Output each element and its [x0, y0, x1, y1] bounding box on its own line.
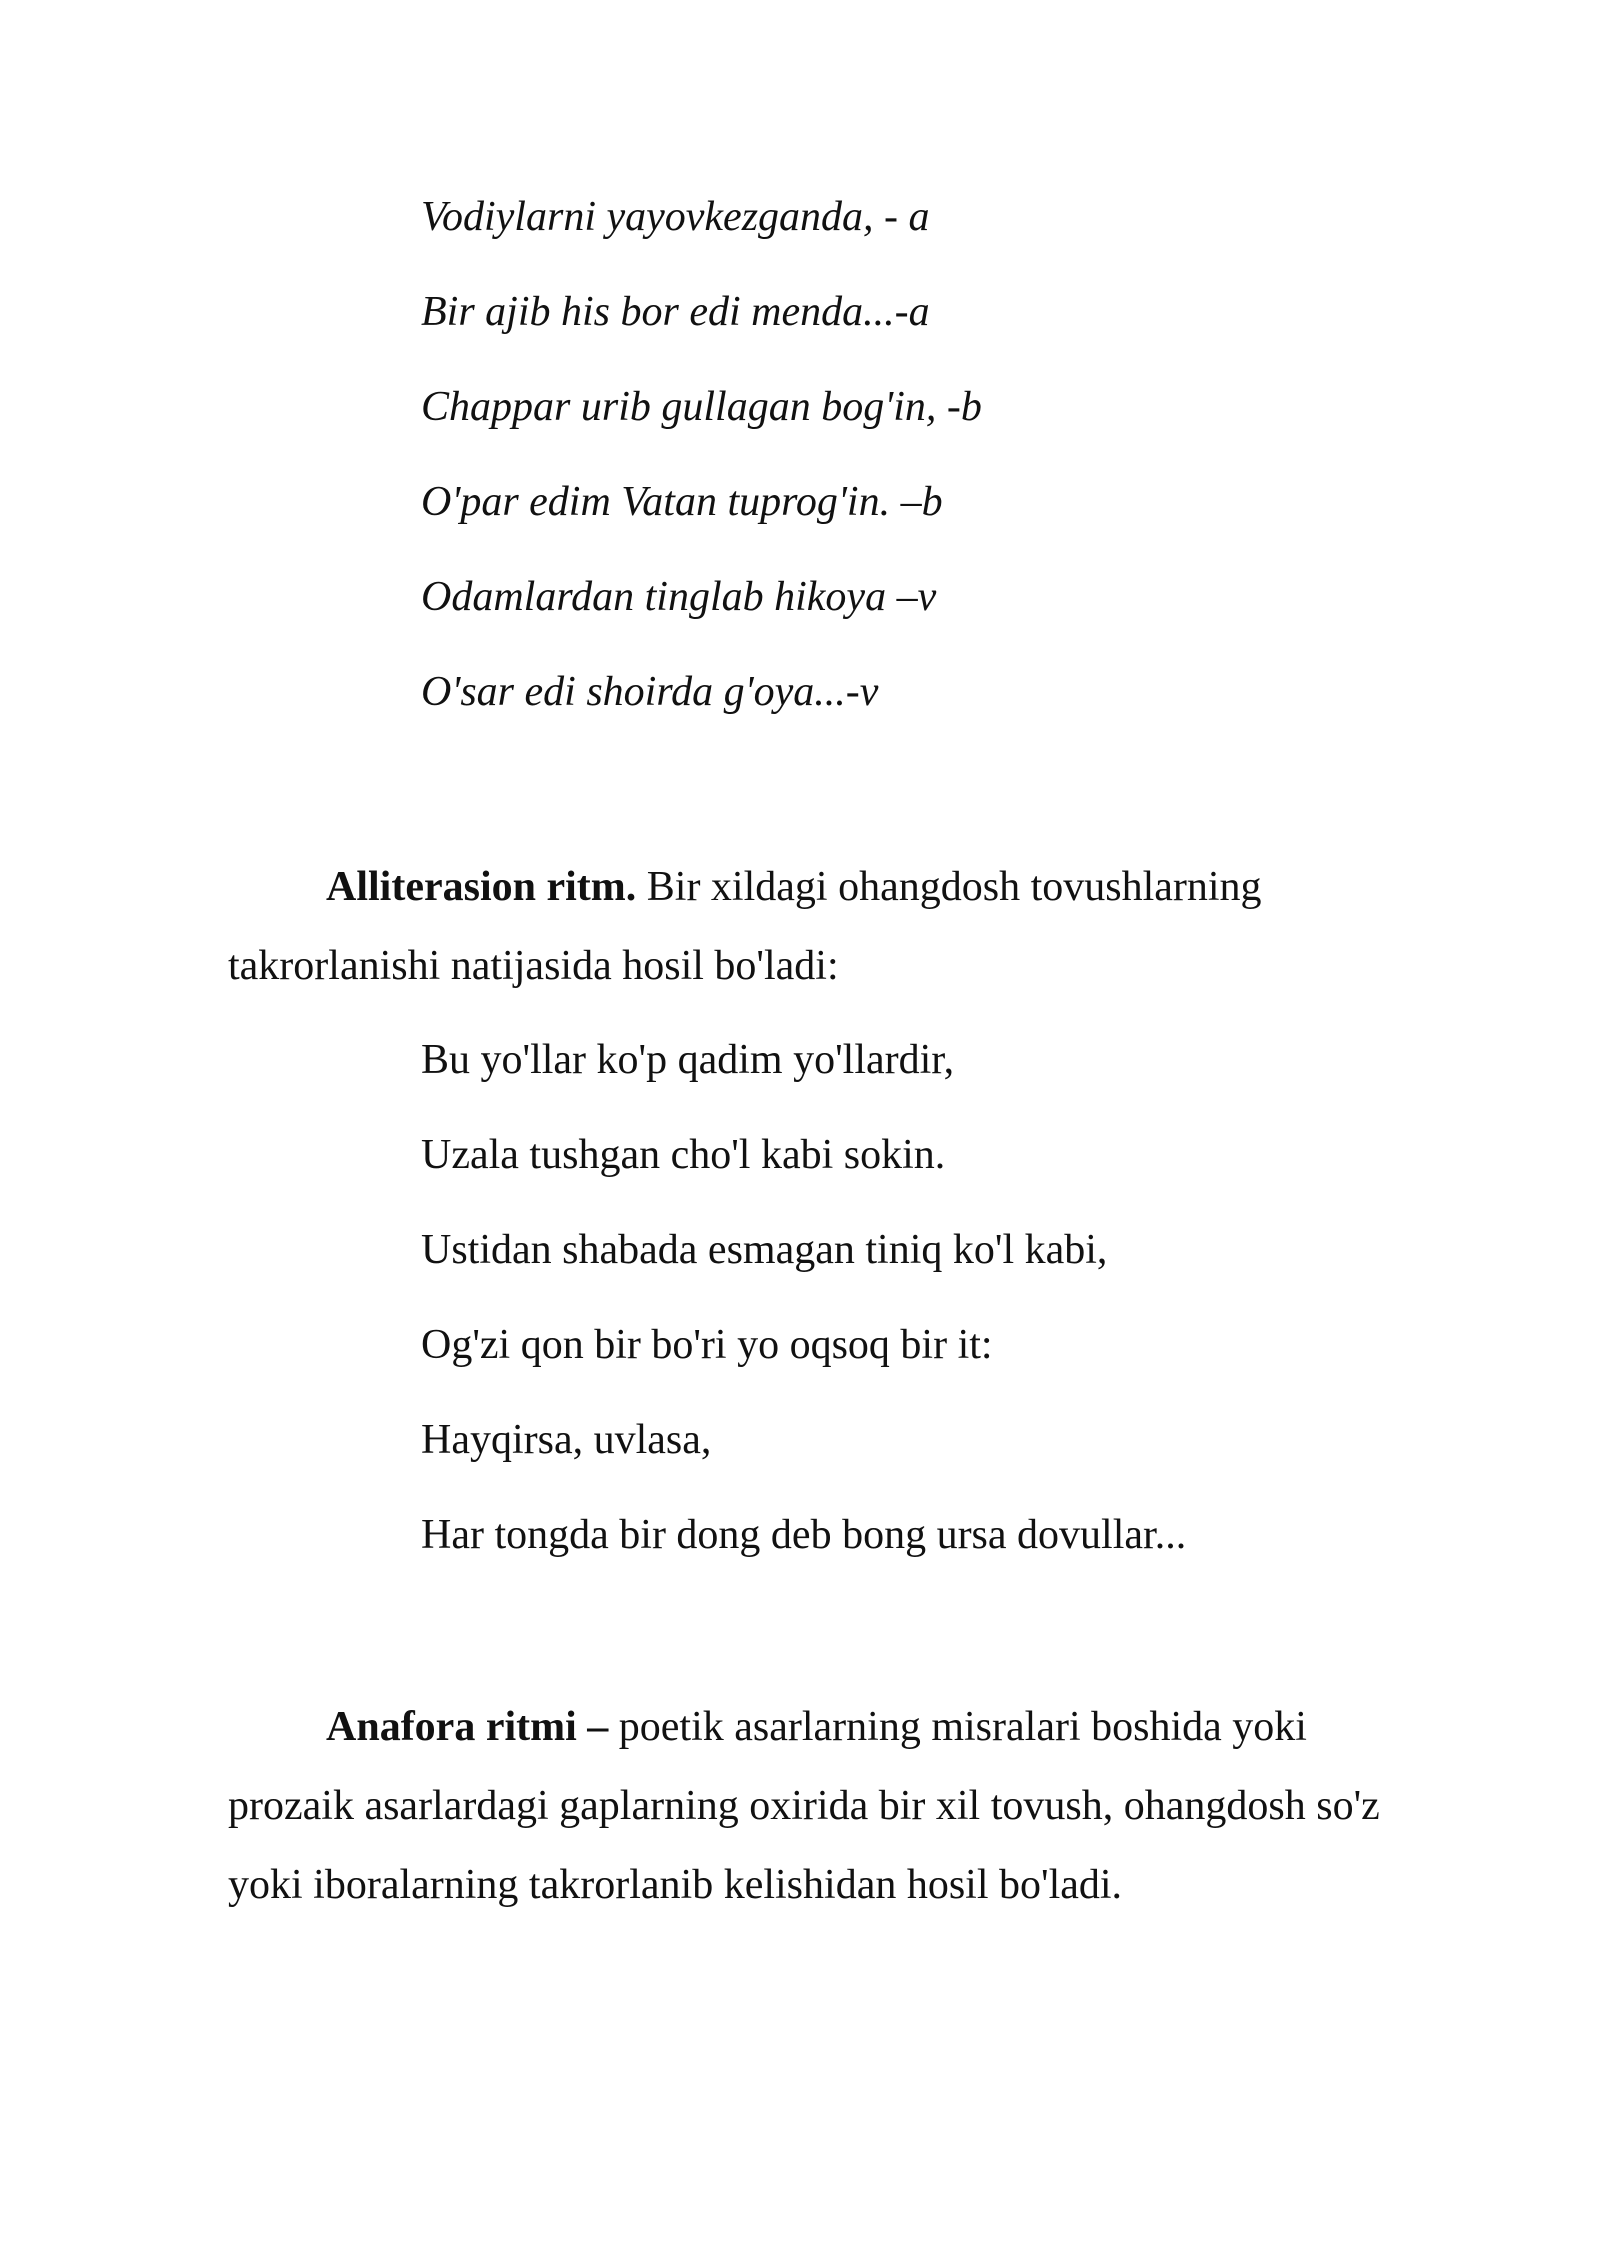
paragraph-text: Bir xildagi ohangdosh tovushlarning takrorlanishi natijasida hosil bo'ladi: [228, 864, 1262, 989]
verse-line: Ustidan shabada esmagan tiniq ko'l kabi, [421, 1227, 1108, 1273]
paragraph-anaphora [228, 1688, 1428, 1925]
verse-line: Og'zi qon bir bo'ri yo oqsoq bir it: [421, 1322, 993, 1368]
verse-line: O'par edim Vatan tuprog'in. –b [421, 479, 943, 525]
term-heading: Alliterasion ritm. [326, 864, 637, 910]
verse-line: Har tongda bir dong deb bong ursa dovullar... [421, 1512, 1187, 1558]
verse-line: Odamlardan tinglab hikoya –v [421, 574, 937, 620]
verse-block-1 [421, 192, 982, 762]
paragraph-text: poetik asarlarning misralari boshida yoki prozaik asarlardagi gaplarning oxirida bir xil tovush, ohangdosh so'z yoki iboralarning takrorlanib kelishidan hosil bo'ladi. [228, 1704, 1380, 1908]
paragraph-alliteration [228, 848, 1428, 1006]
verse-line: O'sar edi shoirda g'oya...-v [421, 669, 879, 715]
verse-line: Uzala tushgan cho'l kabi sokin. [421, 1132, 946, 1178]
term-heading: Anafora ritmi – [326, 1704, 609, 1750]
verse-line: Hayqirsa, uvlasa, [421, 1417, 712, 1463]
verse-line: Bir ajib his bor edi menda...-a [421, 289, 930, 335]
verse-block-2 [421, 1035, 1186, 1605]
verse-line: Bu yo'llar ko'p qadim yo'llardir, [421, 1037, 955, 1083]
verse-line: Chappar urib gullagan bog'in, -b [421, 384, 982, 430]
verse-line: Vodiylarni yayovkezganda, - a [421, 194, 930, 240]
